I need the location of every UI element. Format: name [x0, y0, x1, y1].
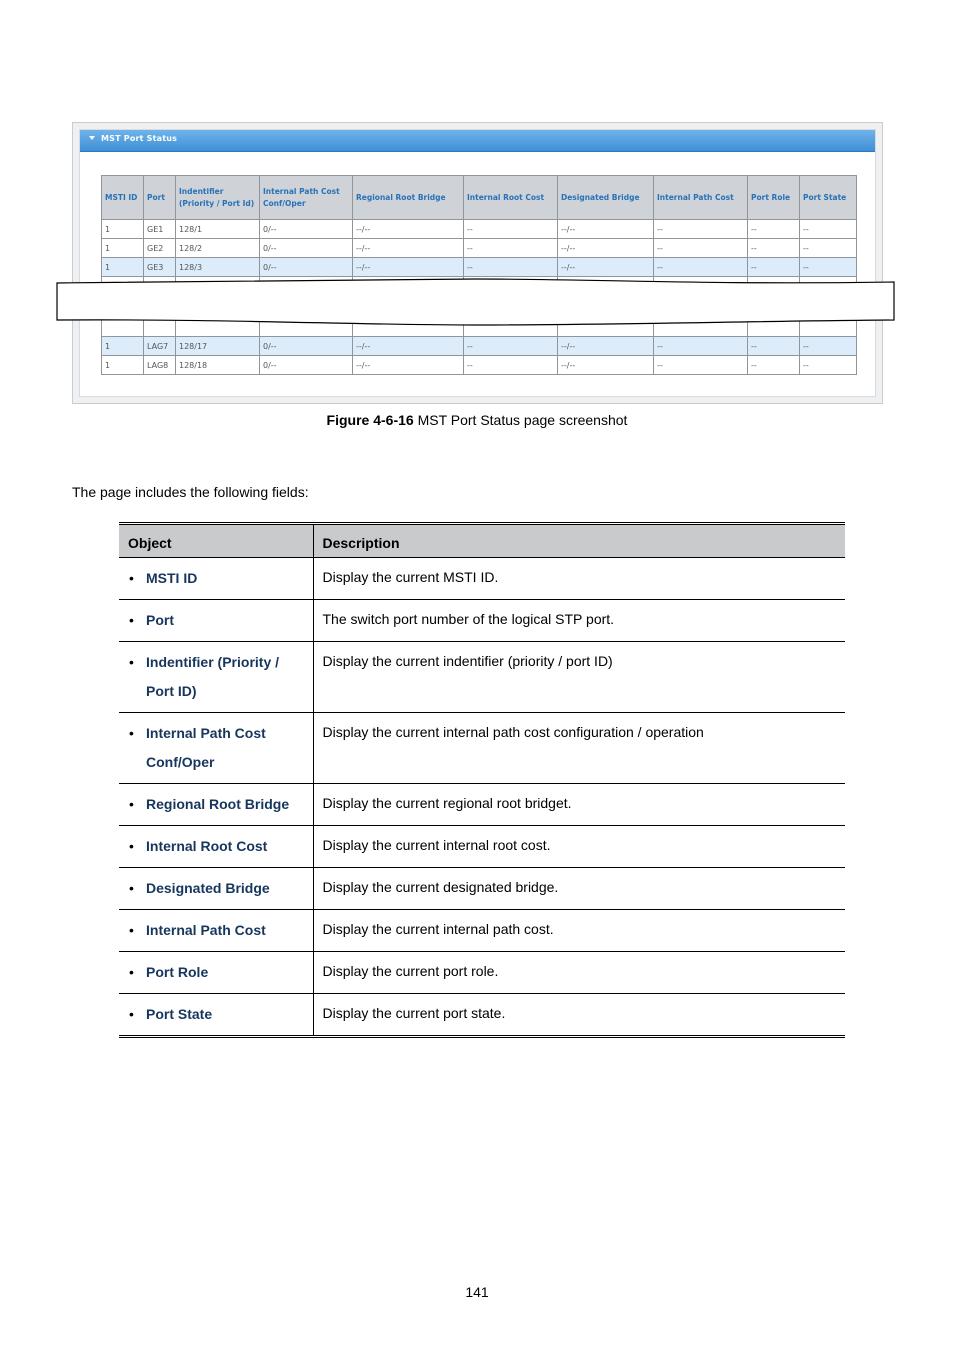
panel-title: MST Port Status: [101, 134, 178, 143]
table-row: [119, 713, 845, 784]
object-name: • Internal Path Cost Conf/Oper: [119, 713, 313, 784]
figure-label: Figure 4-6-16: [326, 412, 414, 428]
object-name: • Indentifier (Priority / Port ID): [119, 642, 313, 713]
table-row: [119, 952, 845, 994]
table-cell: --: [800, 258, 857, 277]
object-description: Display the current MSTI ID.: [313, 558, 845, 600]
table-cell: --/--: [558, 239, 654, 258]
table-cell: --: [654, 258, 748, 277]
panel-body: [80, 152, 875, 396]
column-header: Internal Path Cost: [654, 176, 748, 220]
object-name: • Regional Root Bridge: [119, 784, 313, 826]
table-row: [119, 784, 845, 826]
table-cell: --: [800, 356, 857, 375]
table-row: [102, 239, 857, 258]
table-row: [119, 826, 845, 868]
table-cell: --: [800, 239, 857, 258]
table-cell: --: [654, 220, 748, 239]
table-row: [102, 337, 857, 356]
table-cell: 0/--: [260, 258, 353, 277]
fields-header-row: [119, 524, 845, 558]
table-cell: GE2: [144, 239, 176, 258]
column-header: Internal Path Cost Conf/Oper: [260, 176, 353, 220]
table-cell: --/--: [353, 356, 464, 375]
table-row: [119, 642, 845, 713]
intro-text: The page includes the following fields:: [72, 484, 309, 500]
table-cell: --: [464, 356, 558, 375]
table-cell: LAG7: [144, 337, 176, 356]
table-cell: GE1: [144, 220, 176, 239]
object-name: • Port State: [119, 994, 313, 1037]
object-description: Display the current internal root cost.: [313, 826, 845, 868]
object-name: • Port Role: [119, 952, 313, 994]
table-cell: --: [748, 220, 800, 239]
table-cell: 0/--: [260, 239, 353, 258]
table-cell: --: [464, 239, 558, 258]
table-cell: 128/18: [176, 356, 260, 375]
table-cell: 1: [102, 337, 144, 356]
table-cell: 1: [102, 220, 144, 239]
table-cell: --/--: [353, 239, 464, 258]
object-description: Display the current internal path cost configuration / operation: [313, 713, 845, 784]
table-row: [119, 994, 845, 1037]
object-name: • Internal Path Cost: [119, 910, 313, 952]
table-row: [119, 910, 845, 952]
screenshot-frame: [79, 129, 876, 397]
object-name: • Designated Bridge: [119, 868, 313, 910]
table-cell: --: [654, 356, 748, 375]
table-cell: --: [748, 356, 800, 375]
table-cell: 1: [102, 258, 144, 277]
column-header: Port Role: [748, 176, 800, 220]
panel-header[interactable]: [80, 130, 875, 152]
table-cell: --: [748, 337, 800, 356]
table-cell: 128/2: [176, 239, 260, 258]
table-row: [119, 868, 845, 910]
table-row: [102, 356, 857, 375]
table-cell: --/--: [353, 220, 464, 239]
table-cell: --/--: [558, 337, 654, 356]
table-cell: --: [800, 220, 857, 239]
table-cell: GE3: [144, 258, 176, 277]
table-cell: 128/17: [176, 337, 260, 356]
table-cell: --/--: [558, 356, 654, 375]
table-row: [102, 258, 857, 277]
table-row: [119, 558, 845, 600]
table-row: [119, 600, 845, 642]
column-header: Internal Root Cost: [464, 176, 558, 220]
figure-caption-text: MST Port Status page screenshot: [413, 412, 628, 428]
table-cell: --: [800, 337, 857, 356]
table-cell: --/--: [353, 258, 464, 277]
column-header: Port State: [800, 176, 857, 220]
table-cell: --: [464, 258, 558, 277]
object-name: • Internal Root Cost: [119, 826, 313, 868]
collapse-arrow-icon[interactable]: [89, 136, 95, 140]
table-cell: 1: [102, 239, 144, 258]
fields-table: [119, 522, 845, 1038]
object-description: The switch port number of the logical STP port.: [313, 600, 845, 642]
table-cell: --/--: [558, 220, 654, 239]
table-cell: --: [464, 337, 558, 356]
table-cell: 128/1: [176, 220, 260, 239]
table-cell: 0/--: [260, 220, 353, 239]
object-name: • Port: [119, 600, 313, 642]
column-header: Designated Bridge: [558, 176, 654, 220]
column-header: Port: [144, 176, 176, 220]
screenshot-figure: [72, 122, 883, 404]
table-cell: 0/--: [260, 356, 353, 375]
table-cell: 0/--: [260, 337, 353, 356]
torn-break-graphic: [56, 275, 896, 327]
object-column-header: Object: [119, 524, 313, 558]
table-cell: --: [654, 239, 748, 258]
object-description: Display the current designated bridge.: [313, 868, 845, 910]
object-description: Display the current internal path cost.: [313, 910, 845, 952]
object-description: Display the current regional root bridget.: [313, 784, 845, 826]
object-description: Display the current port state.: [313, 994, 845, 1037]
table-cell: --/--: [558, 258, 654, 277]
table-cell: --: [464, 220, 558, 239]
table-cell: 1: [102, 356, 144, 375]
figure-caption: [0, 412, 954, 428]
column-header: Indentifier (Priority / Port Id): [176, 176, 260, 220]
object-description: Display the current indentifier (priority / port ID): [313, 642, 845, 713]
object-name: • MSTI ID: [119, 558, 313, 600]
column-header: MSTI ID: [102, 176, 144, 220]
table-cell: 128/3: [176, 258, 260, 277]
table-cell: --: [748, 258, 800, 277]
table-header-row: [102, 176, 857, 220]
column-header: Regional Root Bridge: [353, 176, 464, 220]
table-row: [102, 220, 857, 239]
page-number: 141: [465, 1284, 489, 1300]
table-cell: --: [654, 337, 748, 356]
description-column-header: Description: [313, 524, 845, 558]
table-cell: LAG8: [144, 356, 176, 375]
object-description: Display the current port role.: [313, 952, 845, 994]
table-cell: --: [748, 239, 800, 258]
table-cell: --/--: [353, 337, 464, 356]
